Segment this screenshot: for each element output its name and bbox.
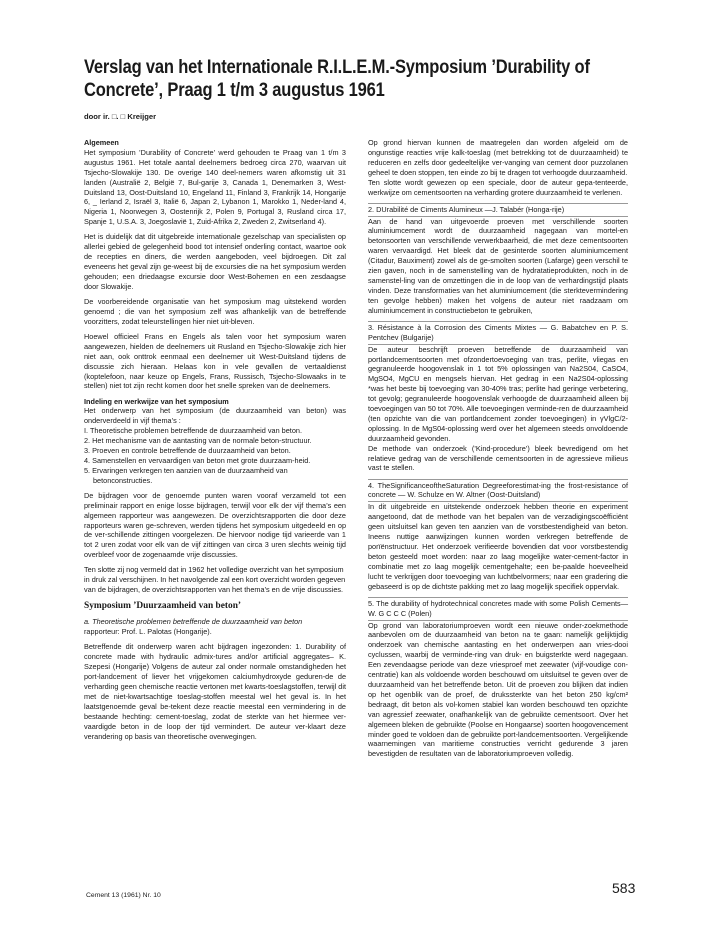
paragraph: De voorbereidende organisatie van het symposium mag uitstekend worden genoemd ; die van het symposium zelf was afhankelijk van de betreffende voorzitters, zodat teleurstellingen hier niet uit-bleven. xyxy=(84,296,346,326)
contribution-title: 2. DUrabilité de Ciments Alumineux —J. Talabér (Honga-rije) xyxy=(368,203,628,217)
right-column xyxy=(368,138,628,764)
list-item: 3. Proeven en controle betreffende de duurzaamheid van beton. xyxy=(84,446,291,456)
paragraph: De methode van onderzoek (’Kind-procedure’) bleek bevredigend om het relatieve gedrag van de verschillende cementsoorten in de agressieve milieus vast te stellen. xyxy=(368,443,628,473)
paragraph: Het is duidelijk dat dit uitgebreide internationale gezelschap van specialisten op allerlei gebied de gelegenheid bood tot intensief onderling contact, waartoe ook de recepties en diners, die werden aangeboden, veel bijdroegen. Dit zal eveneens het geval zijn ge-weest bij de excursies die na het symposium werden gehouden; een driedaagse excursie door West-Bohemen en een zesdaagse door Slowakije. xyxy=(84,232,346,291)
paragraph: Ten slotte zij nog vermeld dat in 1962 het volledige overzicht van het symposium in druk zal verschijnen. In het navolgende zal een kort overzicht worden gegeven van de bijdragen, de overzichtsrapporten van het thema’s en de vrije discussies. xyxy=(84,565,346,595)
paragraph: Aan de hand van uitgevoerde proeven met verschillende soorten aluminiumcement wordt de duurzaamheid nagegaan van mortel-en betonsoorten van verschillende verwerkbaarheid, die met deze cementsoorten waren vervaardigd. Het bleek dat de gesinterde soorten aluminiumcement (Citadur, Bauximent) zowel als de ge-smolten soorten (Lafarge) geen verschil te zien gaven, noch in de samenstelling van de hydratatieprodukten, noch in de samenstel-ling van de omzettingen die in de loop van de verhardingstijd plaats vinden. Deze transformaties van het aluminiumcement (die sterktevermindering ten gevolge hebben) maken het volgens de auteur niet raadzaam om aluminiumcement in constructiebeton te gebruiken, xyxy=(368,216,628,315)
contribution-title: 4. TheSignificanceoftheSaturation Degreeforestimat-ing the frost-resistance of concrete — W. Schulze en W. Altner (Oost-Duitsland) xyxy=(368,479,628,503)
heading-indeling: Indeling en werkwijze van het symposium xyxy=(84,396,229,406)
subsection-title: a. Theoretische problemen betreffende de duurzaamheid van beton xyxy=(84,617,303,627)
paragraph: Op grond van laboratoriumproeven wordt een nieuwe onder-zoekmethode aanbevolen om de duurzaamheid van beton na te gaan: namelijk gelijktijdig onderzoek van chemische aantasting en het onderwerpen aan vries-dooi cyclussen, waarbij de verminde-ring van druk- en buigsterkte werd nagegaan. Een zevendaagse periode van deze vriesproef met zeewater (vijf-voudige con-centratie) kan als voldoende worden beschouwd om uitsluitsel te geven over de duurzaamheid van het betreffende beton. Uit de proeven zou blijken dat indien op het ogenblik van de proef, de drukssterkte van het beton 250 kg/cm² bedraagt, dit beton als vol-komen stabiel kan worden beschouwd ten opzichte van agressief zeewater, onafhankelijk van de gebruikte cementsoort. Over het algemeen bleken de gebruikte (Poolse en Hongaarse) soorten hoogovencement minder goed te voldoen dan de gebruikte port-landcementsoorten. Vergelijkende waarnemingen van maritieme constructies verricht gedurende 3 jaren bevestigden de resultaten van de laboratoriumproeven volledig. xyxy=(368,620,628,759)
section-heading: Symposium ’Duurzaamheid van beton’ xyxy=(84,601,242,612)
contribution-title: 5. The durability of hydrotechnical concretes made with some Polish Cements— W. G C C C (Polen) xyxy=(368,597,628,621)
paragraph: Het onderwerp van het symposium (de duurzaamheid van beton) was onderverdeeld in vijf thema’s : xyxy=(84,406,346,426)
paragraph: Hoewel officieel Frans en Engels als talen voor het symposium waren aangewezen, hielden de deelnemers uit Rusland en Tsjecho-Slowakije zich hier niet aan, ook onttrok eenmaal een deelnemer uit West-Duitsland tijdens de discussie zich hieraan. Helaas kon in vele gevallen de vertaaldienst (koptelefoon, naar keuze op Engels, Frans, Russisch, Tsjecho-Slowaaks in te stellen) niet tot zijn recht komen door het snelle spreken van de deelnemers. xyxy=(84,331,346,391)
article-title-line-1: Verslag van het Internationale R.I.L.E.M.-Symposium ’Durability of xyxy=(84,57,590,78)
list-item: 5. Ervaringen verkregen ten aanzien van de duurzaamheid van betonconstructies. xyxy=(84,465,288,485)
paragraph: Op grond hiervan kunnen de maatregelen dan worden afgeleid om de ongunstige reacties vrije kalk-toeslag (met betrekking tot de duurzaamheid) te reduceren en zelfs door gedeeltelijke ver-vanging van cement door puzzolanen geheel te doen stoppen, ten einde zo bij te dragen tot verhoogde duurzaamheid. xyxy=(368,138,628,177)
journal-reference: Cement 13 (1961) Nr. 10 xyxy=(86,892,161,899)
paragraph: In dit uitgebreide en uitstekende onderzoek hebben theorie en experiment aangetoond, dat de methode van het bepalen van de verzadigingscoëfficiënt geen uitsluitsel kan geven ten aanzien van de vorstbestendigheid van beton. Ineens nuttige aanwijzingen kunnen worden verkregen betreffende de porïënstructuur. Het onderzoek verifieerde bovendien dat voor vorstbestendig beton gesteeld moet worden: naar zo laag mogelijke water-cement-factor in combinatie met zo laag mogelijk cementgehalte; een be-paalde hoeveelheid lucht te verkrijgen door toevoeging van luchtbelvormers; naar een gradering die gebaseerd is op de dichtste pakking met zo laag mogelijk specifiek oppervlak. xyxy=(368,502,628,591)
list-item: I. Theoretische problemen betreffende de duurzaamheid van beton. xyxy=(84,426,302,436)
paragraph: Ten slotte wordt gewezen op een speciale, door de auteur gepa-tenteerde, werkwijze om cementsoorten na verharding grotere duurzaamheid te verlenen. xyxy=(368,177,628,197)
left-column xyxy=(84,138,346,747)
list-item: 2. Het mechanisme van de aantasting van de normale beton-structuur. xyxy=(84,436,312,446)
paragraph: Betreffende dit onderwerp waren acht bijdragen ingezonden: 1. Durability of concrete made with hydraulic admix-tures and/or artificial aggregates– K. Szepesi (Hongarije) Volgens de auteur zal onder normale omstandigheden het port-landcement of liever het vrijgekomen calciumhydroxyde geduren-de de verharding geen chemische reactie vertonen met kwarts-toeslagstoffen, terwijl dit met de niet-kwartsachtige toeslag-stoffen meestal wel het geval is. In het laatstgenoemde geval be-tekent deze reactie meestal een vermindering in de bestaande hechting: cement-toeslag, zodat de sterkte van het hiermee ver-vaardigde beton in de loop der tijd vermindert. De auteur ver-klaart deze verandering op basis van theoretische overwegingen. xyxy=(84,642,346,741)
rapporteur-line: rapporteur: Prof. L. Palotas (Hongarije). xyxy=(84,627,212,637)
article-title-line-2: Concrete’, Praag 1 t/m 3 augustus 1961 xyxy=(84,80,385,101)
article-title xyxy=(84,56,590,102)
page-number: 583 xyxy=(612,880,636,896)
paragraph: Het symposium ’Durability of Concrete’ werd gehouden te Praag van 1 t/m 3 augustus 1961. Het totale aantal deelnemers bedroeg circa 270, waarvan uit Tsjecho-Slowakije 130. De overige 140 deel-nemers waren afkomstig uit 31 landen (Australië 2, België 7, Bul-garije 3, Canada 1, Denemarken 3, West-Duitsland 13, Oost-Duitsland 10, Engeland 11, Finland 3, Frankrijk 14, Hongarije 6, _ Ierland 2, Israël 3, Italië 6, Japan 2, Lybanon 1, Marokko 1, Neder-land 4, Nigeria 1, Noorwegen 3, Oostenrijk 2, Polen 9, Portugal 3, Rusland circa 17, Spanje 1, U.S.A. 3, Joegoslavië 1, Zuid-Afrika 2, Zweden 2, Zwitserland 4). xyxy=(84,147,346,227)
author-byline: door ir. □. □ Kreijger xyxy=(84,112,157,121)
contribution-title: 3. Résistance à la Corrosion des Ciments Mixtes — G. Babatchev en P. S. Pentchev (Bulgarije) xyxy=(368,321,628,345)
heading-algemeen: Algemeen xyxy=(84,138,119,147)
paragraph: De auteur beschrijft proeven betreffende de duurzaamheid van portlandcementsoorten met ofzondertoevoeging van tras, perlite, vliegas en gegranuleerde hoogovenslak in 1 tot 5% oplossingen van Na2S04, CaSO4, MgSO4, MgCU en mengsels hiervan. Het gedrag in een Na2S04-oplossing *was het beste bij toevoeging van 30-40% tras; perlite had geringe verbetering, tot gevolg; gegranuleerde hoogovenslak verhoogde de duurzaamheid alleen bij toevoegingen van 50 tot 70%. Alle toevoegingen verminde-ren de duurzaamheid (ten opzichte van die van portlandcement zonder toevoegingen) in γVlgC/2-oplossing. In de MgS04-oplossing werd over het algemeen steeds onvoldoende duurzaamheid gevonden. xyxy=(368,344,628,443)
paragraph: De bijdragen voor de genoemde punten waren vooraf verzameld tot een preliminair rapport en enige losse bijdragen, terwijl voor elk der vijf thema’s een algemeen rapporteur was aangewezen. De overzichtsrapporten die door deze rapporteurs waren ge-schreven, werden tijdens het symposium uitgedeeld en op de ver-schillende zittingen voorgelezen. De hiervoor nodige tijd varieerde van 1 tot 2 uren zodat voor elk van de vijf zittingen van circa 3 uren slechts weinig tijd overbleef voor de zogenaamde vrije discussies. xyxy=(84,490,346,560)
theme-list xyxy=(84,426,346,485)
list-item: 4. Samenstellen en vervaardigen van beton met grote duurzaam-heid. xyxy=(84,455,311,465)
